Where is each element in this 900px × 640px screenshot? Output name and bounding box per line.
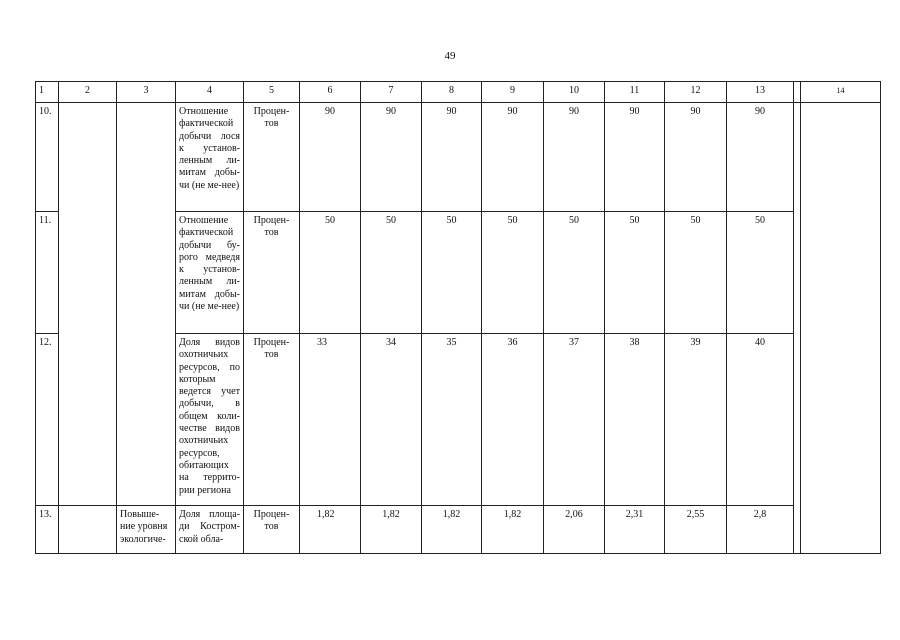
value-cell: 34 <box>361 334 422 506</box>
value-cell: 50 <box>422 212 482 334</box>
header-cell-8: 8 <box>422 82 482 103</box>
value-cell: 1,82 <box>422 506 482 554</box>
goal-cell: Повыше-ние уровня экологиче- <box>117 506 176 554</box>
value-cell: 35 <box>422 334 482 506</box>
value-cell: 2,31 <box>605 506 665 554</box>
unit-cell: Процен-тов <box>244 506 300 554</box>
value-cell: 90 <box>727 103 794 212</box>
value-cell: 2,55 <box>665 506 727 554</box>
value-cell: 90 <box>544 103 605 212</box>
value-cell: 90 <box>361 103 422 212</box>
value-cell: 1,82 <box>482 506 544 554</box>
row-number: 12. <box>36 334 59 506</box>
header-cell-2: 2 <box>59 82 117 103</box>
unit-cell: Процен-тов <box>244 212 300 334</box>
column-2-merged-cell <box>59 103 117 506</box>
header-row <box>36 82 881 103</box>
header-cell-7: 7 <box>361 82 422 103</box>
header-cell-13: 13 <box>727 82 794 103</box>
value-cell: 50 <box>605 212 665 334</box>
value-cell: 36 <box>482 334 544 506</box>
indicator-cell: Доля площа-ди Костром-ской обла- <box>176 506 244 554</box>
value-cell: 50 <box>665 212 727 334</box>
value-cell: 1,82 <box>361 506 422 554</box>
value-cell: 1,82 <box>300 506 361 554</box>
header-cell-5: 5 <box>244 82 300 103</box>
indicators-table <box>35 81 881 554</box>
value-cell: 90 <box>665 103 727 212</box>
value-cell: 37 <box>544 334 605 506</box>
unit-cell: Процен-тов <box>244 334 300 506</box>
column-gap <box>794 82 801 103</box>
value-cell: 38 <box>605 334 665 506</box>
header-cell-10: 10 <box>544 82 605 103</box>
row-number: 13. <box>36 506 59 554</box>
value-cell: 2,06 <box>544 506 605 554</box>
column-gap <box>794 103 801 554</box>
column-2-cell <box>59 506 117 554</box>
table-row <box>36 506 881 554</box>
indicator-cell: Отношение фактической добычи бу-рого медведя к установ-ленным ли-митам добы-чи (не ме-нее) <box>176 212 244 334</box>
header-cell-14: 14 <box>801 82 881 103</box>
value-cell: 50 <box>544 212 605 334</box>
value-cell: 33 <box>300 334 361 506</box>
row-number: 11. <box>36 212 59 334</box>
value-cell: 40 <box>727 334 794 506</box>
goal-merged-cell <box>117 103 176 506</box>
value-cell: 90 <box>300 103 361 212</box>
value-cell: 2,8 <box>727 506 794 554</box>
row-number: 10. <box>36 103 59 212</box>
table-row <box>36 103 881 212</box>
value-cell: 90 <box>422 103 482 212</box>
unit-cell: Процен-тов <box>244 103 300 212</box>
column-14-cell <box>801 103 881 554</box>
value-cell: 50 <box>482 212 544 334</box>
header-cell-1: 1 <box>36 82 59 103</box>
value-cell: 50 <box>300 212 361 334</box>
indicator-cell: Отношение фактической добычи лося к установ-ленным ли-митам добы-чи (не ме-нее) <box>176 103 244 212</box>
header-cell-12: 12 <box>665 82 727 103</box>
indicator-cell: Доля видов охотничьих ресурсов, по которым ведется учет добычи, в общем коли-честве видов охотничьих ресурсов, обитающих на террито-рии региона <box>176 334 244 506</box>
value-cell: 50 <box>361 212 422 334</box>
value-cell: 90 <box>482 103 544 212</box>
page-number: 49 <box>444 50 456 62</box>
value-cell: 50 <box>727 212 794 334</box>
header-cell-3: 3 <box>117 82 176 103</box>
header-cell-9: 9 <box>482 82 544 103</box>
value-cell: 39 <box>665 334 727 506</box>
header-cell-11: 11 <box>605 82 665 103</box>
header-cell-4: 4 <box>176 82 244 103</box>
value-cell: 90 <box>605 103 665 212</box>
header-cell-6: 6 <box>300 82 361 103</box>
